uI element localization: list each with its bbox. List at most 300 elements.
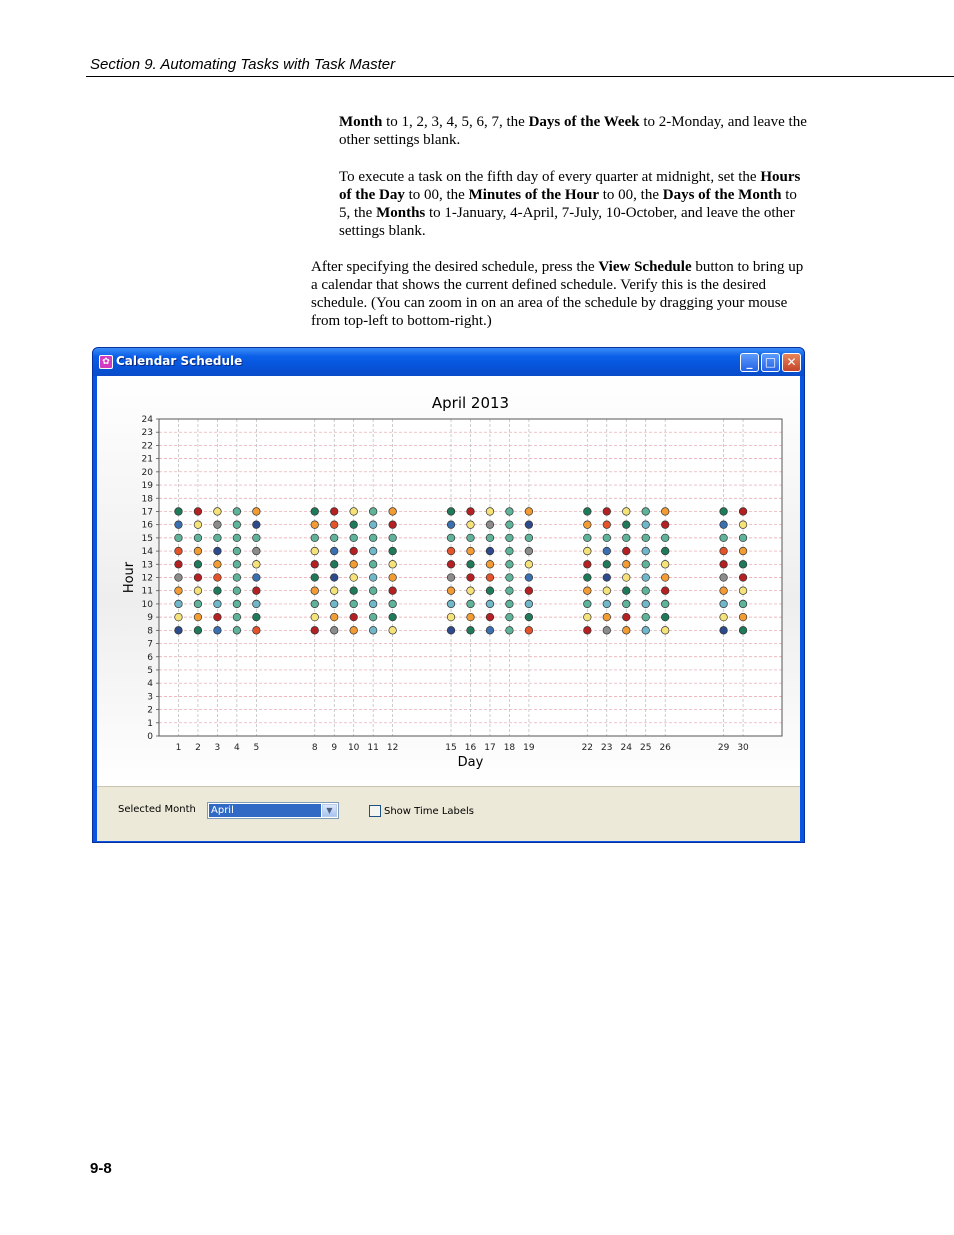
schedule-point	[233, 547, 241, 555]
bold-term: Month	[339, 114, 383, 130]
schedule-point	[233, 534, 241, 542]
schedule-point	[447, 600, 455, 608]
schedule-point	[253, 521, 261, 529]
schedule-point	[253, 627, 261, 635]
schedule-point	[467, 613, 475, 621]
schedule-point	[350, 613, 358, 621]
schedule-point	[369, 613, 377, 621]
schedule-point	[350, 600, 358, 608]
window-client-area	[97, 376, 800, 840]
schedule-point	[175, 547, 183, 555]
schedule-point	[311, 508, 319, 516]
schedule-point	[369, 547, 377, 555]
y-tick-label: 0	[147, 732, 153, 742]
schedule-point	[175, 534, 183, 542]
schedule-point	[350, 534, 358, 542]
schedule-point	[467, 508, 475, 516]
schedule-point	[584, 534, 592, 542]
schedule-point	[214, 521, 222, 529]
bold-term: Minutes of the Hour	[468, 187, 599, 203]
x-tick-label: 30	[737, 743, 749, 753]
schedule-point	[584, 508, 592, 516]
schedule-point	[175, 560, 183, 568]
schedule-point	[253, 613, 261, 621]
schedule-point	[389, 600, 397, 608]
schedule-point	[253, 508, 261, 516]
x-tick-label: 19	[523, 743, 535, 753]
schedule-point	[642, 508, 650, 516]
schedule-point	[350, 547, 358, 555]
chart-title: April 2013	[431, 394, 510, 412]
text-run: button to bring up a calendar that shows the current defined schedule. Verify this is the desired schedule. (You can zoom in on an area of the schedule by dragging your mouse from top-left to bottom-right.)	[311, 259, 804, 329]
schedule-point	[350, 574, 358, 582]
schedule-point	[622, 547, 630, 555]
paragraph-view-schedule	[311, 258, 809, 330]
calendar-app-icon: ✿	[99, 355, 113, 369]
y-tick-label: 21	[141, 454, 153, 465]
x-tick-label: 3	[214, 743, 221, 753]
schedule-point	[739, 587, 747, 595]
schedule-point	[175, 627, 183, 635]
schedule-point	[194, 521, 202, 529]
schedule-point	[584, 587, 592, 595]
x-tick-label: 10	[347, 743, 360, 753]
schedule-point	[584, 574, 592, 582]
schedule-point	[194, 574, 202, 582]
schedule-point	[525, 521, 533, 529]
schedule-point	[369, 587, 377, 595]
schedule-point	[175, 613, 183, 621]
schedule-point	[622, 534, 630, 542]
window-title: Calendar Schedule	[116, 354, 243, 368]
schedule-point	[642, 574, 650, 582]
schedule-point	[739, 547, 747, 555]
schedule-point	[350, 627, 358, 635]
schedule-point	[369, 560, 377, 568]
header-rule	[86, 76, 954, 77]
schedule-point	[369, 627, 377, 635]
schedule-point	[194, 534, 202, 542]
y-tick-label: 15	[141, 533, 153, 544]
schedule-point	[739, 534, 747, 542]
schedule-point	[175, 587, 183, 595]
schedule-point	[739, 560, 747, 568]
schedule-point	[194, 547, 202, 555]
schedule-point	[603, 508, 611, 516]
text-run: to 2-Monday, and leave the other settings blank.	[339, 114, 807, 148]
schedule-point	[642, 547, 650, 555]
schedule-point	[525, 600, 533, 608]
x-tick-label: 9	[331, 743, 338, 753]
schedule-point	[506, 547, 514, 555]
schedule-point	[214, 600, 222, 608]
schedule-point	[603, 613, 611, 621]
x-tick-label: 11	[367, 743, 379, 753]
schedule-point	[233, 574, 241, 582]
schedule-point	[720, 534, 728, 542]
y-tick-label: 8	[147, 626, 153, 637]
y-tick-label: 20	[141, 467, 153, 478]
schedule-point	[486, 521, 494, 529]
schedule-point	[447, 627, 455, 635]
schedule-point	[603, 560, 611, 568]
schedule-point	[525, 534, 533, 542]
y-tick-label: 9	[147, 613, 153, 624]
schedule-point	[467, 600, 475, 608]
schedule-point	[311, 560, 319, 568]
schedule-point	[214, 587, 222, 595]
schedule-point	[506, 560, 514, 568]
schedule-point	[253, 547, 261, 555]
schedule-point	[486, 600, 494, 608]
schedule-point	[642, 534, 650, 542]
schedule-point	[525, 587, 533, 595]
schedule-point	[194, 627, 202, 635]
options-panel	[97, 786, 800, 841]
schedule-point	[214, 627, 222, 635]
schedule-point	[506, 534, 514, 542]
schedule-point	[447, 534, 455, 542]
x-tick-label: 24	[620, 743, 632, 753]
schedule-point	[661, 508, 669, 516]
schedule-point	[642, 627, 650, 635]
schedule-point	[467, 547, 475, 555]
y-tick-label: 10	[141, 599, 153, 610]
schedule-point	[467, 627, 475, 635]
schedule-point	[389, 627, 397, 635]
schedule-point	[447, 521, 455, 529]
x-tick-label: 25	[639, 743, 652, 753]
schedule-point	[175, 508, 183, 516]
schedule-point	[603, 534, 611, 542]
schedule-point	[214, 560, 222, 568]
schedule-point	[506, 521, 514, 529]
y-tick-label: 22	[141, 441, 153, 452]
x-tick-label: 2	[195, 743, 201, 753]
x-tick-label: 26	[659, 743, 671, 753]
bold-term: Hours of the Day	[339, 169, 801, 203]
schedule-point	[311, 521, 319, 529]
schedule-point	[330, 547, 338, 555]
schedule-point	[253, 560, 261, 568]
schedule-point	[486, 534, 494, 542]
schedule-point	[233, 508, 241, 516]
y-tick-label: 1	[147, 718, 153, 729]
schedule-point	[603, 521, 611, 529]
schedule-point	[525, 508, 533, 516]
schedule-point	[214, 534, 222, 542]
schedule-point	[525, 547, 533, 555]
schedule-point	[194, 613, 202, 621]
close-button[interactable]: ✕	[782, 353, 801, 372]
schedule-point	[525, 613, 533, 621]
schedule-point	[214, 508, 222, 516]
schedule-point	[447, 613, 455, 621]
y-tick-label: 5	[147, 665, 153, 676]
schedule-point	[175, 574, 183, 582]
schedule-point	[194, 587, 202, 595]
schedule-point	[253, 587, 261, 595]
schedule-point	[661, 613, 669, 621]
schedule-point	[447, 560, 455, 568]
schedule-point	[253, 600, 261, 608]
schedule-point	[661, 534, 669, 542]
x-tick-label: 23	[601, 743, 613, 753]
y-tick-label: 6	[147, 652, 153, 663]
schedule-point	[330, 508, 338, 516]
schedule-point	[525, 560, 533, 568]
schedule-point	[739, 521, 747, 529]
schedule-point	[467, 574, 475, 582]
x-axis-label: Day	[457, 755, 484, 770]
schedule-point	[720, 574, 728, 582]
schedule-point	[622, 574, 630, 582]
schedule-point	[330, 600, 338, 608]
bold-term: Days of the Week	[528, 114, 640, 130]
schedule-point	[350, 508, 358, 516]
x-tick-label: 8	[311, 743, 318, 753]
schedule-point	[720, 587, 728, 595]
schedule-point	[389, 508, 397, 516]
schedule-point	[389, 587, 397, 595]
x-tick-label: 1	[175, 743, 182, 753]
schedule-point	[661, 521, 669, 529]
schedule-point	[233, 613, 241, 621]
schedule-point	[311, 600, 319, 608]
x-tick-label: 5	[253, 743, 260, 753]
schedule-point	[584, 600, 592, 608]
schedule-point	[389, 560, 397, 568]
month-dropdown-value: April	[209, 804, 321, 817]
schedule-point	[350, 587, 358, 595]
schedule-point	[506, 587, 514, 595]
schedule-point	[622, 560, 630, 568]
schedule-point	[603, 547, 611, 555]
schedule-point	[330, 560, 338, 568]
x-tick-label: 17	[484, 743, 496, 753]
schedule-point	[720, 508, 728, 516]
schedule-point	[194, 600, 202, 608]
y-tick-label: 18	[141, 494, 153, 505]
x-tick-label: 22	[581, 743, 594, 753]
schedule-point	[350, 521, 358, 529]
schedule-point	[447, 587, 455, 595]
schedule-point	[720, 560, 728, 568]
schedule-point	[369, 574, 377, 582]
page-number: 9-8	[90, 1160, 112, 1177]
y-tick-label: 4	[147, 679, 153, 690]
schedule-point	[389, 613, 397, 621]
schedule-point	[661, 547, 669, 555]
y-tick-label: 13	[141, 560, 153, 571]
schedule-point	[447, 574, 455, 582]
schedule-point	[506, 574, 514, 582]
schedule-point	[467, 587, 475, 595]
y-tick-label: 3	[147, 692, 153, 703]
schedule-point	[720, 627, 728, 635]
schedule-point	[622, 587, 630, 595]
schedule-chart[interactable]	[97, 376, 800, 786]
schedule-point	[642, 521, 650, 529]
show-time-labels-label[interactable]: Show Time Labels	[384, 806, 474, 817]
schedule-point	[622, 613, 630, 621]
text-run: After specifying the desired schedule, press the	[311, 259, 599, 275]
bold-term: Months	[376, 205, 426, 221]
y-tick-label: 2	[147, 705, 153, 716]
schedule-point	[603, 587, 611, 595]
schedule-point	[233, 560, 241, 568]
schedule-point	[369, 534, 377, 542]
schedule-point	[447, 547, 455, 555]
schedule-point	[506, 627, 514, 635]
schedule-point	[584, 560, 592, 568]
schedule-point	[330, 627, 338, 635]
x-tick-label: 16	[464, 743, 477, 753]
schedule-point	[603, 600, 611, 608]
x-tick-label: 12	[386, 743, 399, 753]
schedule-point	[330, 521, 338, 529]
schedule-point	[525, 574, 533, 582]
chart-panel[interactable]	[97, 376, 800, 786]
schedule-point	[506, 600, 514, 608]
schedule-point	[525, 627, 533, 635]
schedule-point	[584, 613, 592, 621]
schedule-point	[194, 560, 202, 568]
x-tick-label: 29	[717, 743, 730, 753]
schedule-point	[253, 534, 261, 542]
y-tick-label: 11	[141, 586, 153, 597]
schedule-point	[739, 508, 747, 516]
schedule-point	[622, 508, 630, 516]
schedule-point	[311, 534, 319, 542]
text-run: to 1, 2, 3, 4, 5, 6, 7, the	[382, 114, 529, 130]
schedule-point	[661, 627, 669, 635]
y-tick-label: 23	[141, 428, 153, 439]
y-tick-label: 14	[141, 547, 153, 558]
schedule-point	[486, 547, 494, 555]
schedule-point	[311, 574, 319, 582]
schedule-point	[739, 574, 747, 582]
schedule-point	[603, 627, 611, 635]
bold-term: Days of the Month	[662, 187, 782, 203]
schedule-point	[389, 534, 397, 542]
schedule-point	[642, 613, 650, 621]
maximize-button[interactable]: □	[761, 353, 780, 372]
text-run: to 1-January, 4-April, 7-July, 10-October, and leave the other settings blank.	[339, 205, 795, 239]
window-title-bar[interactable]	[93, 348, 804, 376]
schedule-point	[661, 560, 669, 568]
paragraph-quarterly-example	[339, 168, 809, 240]
minimize-button[interactable]: _	[740, 353, 759, 372]
schedule-point	[253, 574, 261, 582]
y-tick-label: 17	[141, 507, 153, 518]
section-header: Section 9. Automating Tasks with Task Master	[90, 56, 396, 73]
schedule-point	[720, 547, 728, 555]
x-tick-label: 4	[234, 743, 240, 753]
show-time-labels-checkbox[interactable]	[369, 805, 381, 817]
schedule-point	[661, 587, 669, 595]
schedule-point	[330, 587, 338, 595]
schedule-point	[486, 560, 494, 568]
schedule-point	[233, 521, 241, 529]
y-tick-label: 24	[141, 415, 153, 425]
schedule-point	[720, 613, 728, 621]
y-tick-label: 12	[141, 573, 153, 584]
schedule-point	[389, 547, 397, 555]
schedule-point	[389, 574, 397, 582]
text-run: To execute a task on the fifth day of every quarter at midnight, set the	[339, 169, 761, 185]
text-run: to 00, the	[599, 187, 663, 203]
paragraph-monday-example	[339, 113, 809, 149]
month-dropdown[interactable]	[207, 802, 339, 819]
schedule-point	[642, 560, 650, 568]
schedule-point	[311, 587, 319, 595]
schedule-point	[486, 627, 494, 635]
schedule-point	[194, 508, 202, 516]
schedule-point	[311, 613, 319, 621]
schedule-point	[447, 508, 455, 516]
text-run: to 5, the	[339, 187, 797, 221]
schedule-point	[214, 547, 222, 555]
schedule-point	[486, 574, 494, 582]
schedule-point	[175, 600, 183, 608]
schedule-point	[369, 600, 377, 608]
calendar-schedule-window	[92, 347, 805, 843]
schedule-point	[350, 560, 358, 568]
x-tick-label: 18	[503, 743, 516, 753]
schedule-point	[330, 574, 338, 582]
selected-month-label: Selected Month	[118, 804, 196, 815]
y-tick-label: 19	[141, 481, 153, 492]
schedule-point	[486, 613, 494, 621]
schedule-point	[720, 521, 728, 529]
schedule-point	[506, 508, 514, 516]
schedule-point	[720, 600, 728, 608]
schedule-point	[369, 521, 377, 529]
y-tick-label: 7	[147, 639, 153, 650]
bold-term: View Schedule	[598, 259, 692, 275]
schedule-point	[214, 574, 222, 582]
schedule-point	[584, 521, 592, 529]
schedule-point	[467, 534, 475, 542]
schedule-point	[233, 587, 241, 595]
schedule-point	[642, 587, 650, 595]
schedule-point	[486, 508, 494, 516]
schedule-point	[661, 600, 669, 608]
schedule-point	[467, 521, 475, 529]
schedule-point	[233, 600, 241, 608]
schedule-point	[622, 521, 630, 529]
schedule-point	[233, 627, 241, 635]
schedule-point	[739, 613, 747, 621]
schedule-point	[584, 627, 592, 635]
text-run: to 00, the	[404, 187, 469, 203]
schedule-point	[330, 534, 338, 542]
schedule-point	[506, 613, 514, 621]
chevron-down-icon[interactable]: ▼	[322, 804, 337, 817]
schedule-point	[467, 560, 475, 568]
schedule-point	[214, 613, 222, 621]
schedule-point	[389, 521, 397, 529]
schedule-point	[661, 574, 669, 582]
schedule-point	[622, 600, 630, 608]
schedule-point	[642, 600, 650, 608]
schedule-point	[584, 547, 592, 555]
schedule-point	[739, 627, 747, 635]
schedule-point	[622, 627, 630, 635]
y-tick-label: 16	[141, 520, 153, 531]
x-tick-label: 15	[445, 743, 457, 753]
